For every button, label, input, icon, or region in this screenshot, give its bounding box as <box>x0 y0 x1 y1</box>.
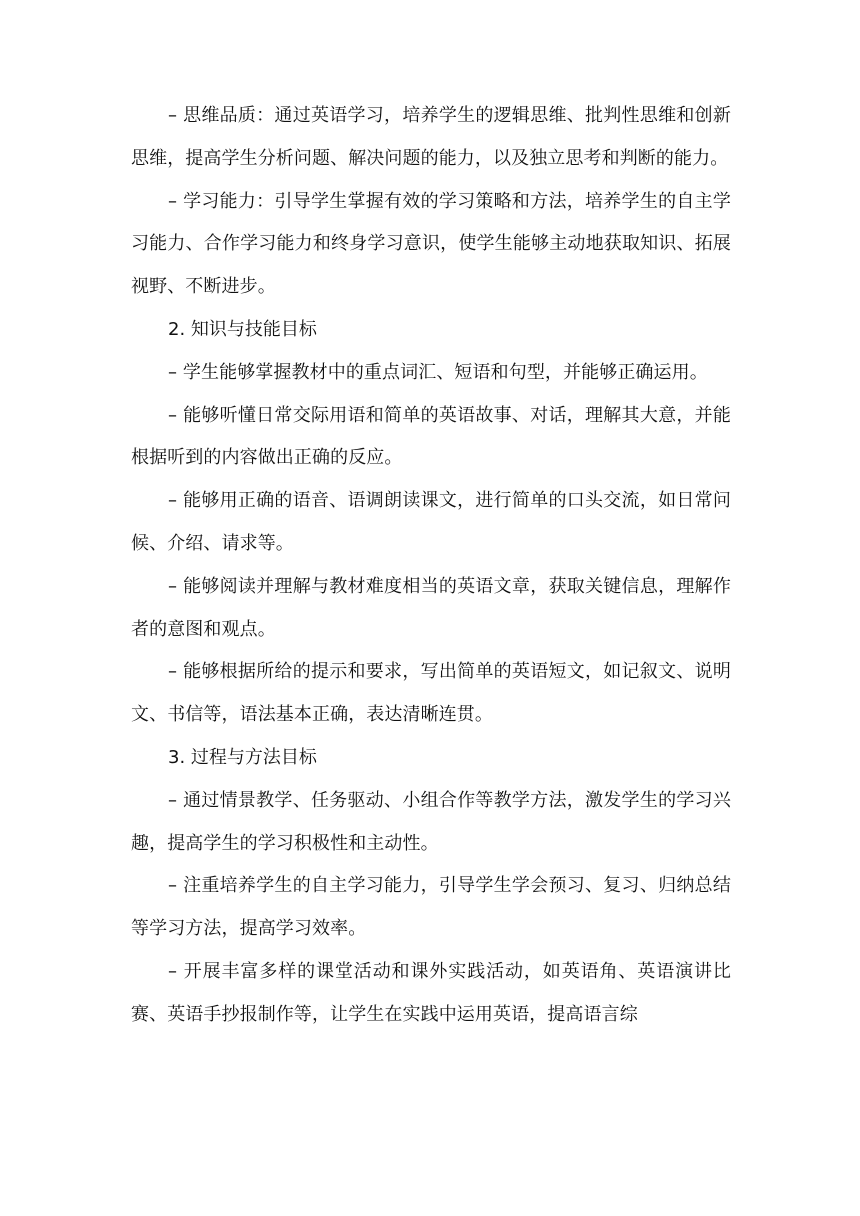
paragraph-speaking: – 能够用正确的语音、语调朗读课文，进行简单的口头交流，如日常问候、介绍、请求等。 <box>131 490 731 554</box>
paragraph-reading: – 能够阅读并理解与教材难度相当的英语文章，获取关键信息，理解作者的意图和观点。 <box>131 575 731 640</box>
document-body <box>131 95 731 1037</box>
paragraph-thinking-quality: – 思维品质：通过英语学习，培养学生的逻辑思维、批判性思维和创新思维，提高学生分析问题、解决问题的能力，以及独立思考和判断的能力。 <box>131 105 731 169</box>
section-heading-knowledge-skills: 2. 知识与技能目标 <box>168 318 317 340</box>
paragraph-teaching-methods: – 通过情景教学、任务驱动、小组合作等教学方法，激发学生的学习兴趣，提高学生的学习积极性和主动性。 <box>131 789 731 854</box>
paragraph-activities: – 开展丰富多样的课堂活动和课外实践活动，如英语角、英语演讲比赛、英语手抄报制作等，让学生在实践中运用英语，提高语言综 <box>131 960 731 1025</box>
paragraph-vocabulary: – 学生能够掌握教材中的重点词汇、短语和句型，并能够正确运用。 <box>168 361 708 383</box>
paragraph-learning-ability: – 学习能力：引导学生掌握有效的学习策略和方法，培养学生的自主学习能力、合作学习能力和终身学习意识，使学生能够主动地获取知识、拓展视野、不断进步。 <box>131 190 731 298</box>
paragraph-listening: – 能够听懂日常交际用语和简单的英语故事、对话，理解其大意，并能根据听到的内容做出正确的反应。 <box>131 404 731 469</box>
paragraph-writing: – 能够根据所给的提示和要求，写出简单的英语短文，如记叙文、说明文、书信等，语法基本正确，表达清晰连贯。 <box>131 661 731 726</box>
paragraph-self-study: – 注重培养学生的自主学习能力，引导学生学会预习、复习、归纳总结等学习方法，提高学习效率。 <box>131 875 731 940</box>
section-heading-process-methods: 3. 过程与方法目标 <box>168 746 317 768</box>
